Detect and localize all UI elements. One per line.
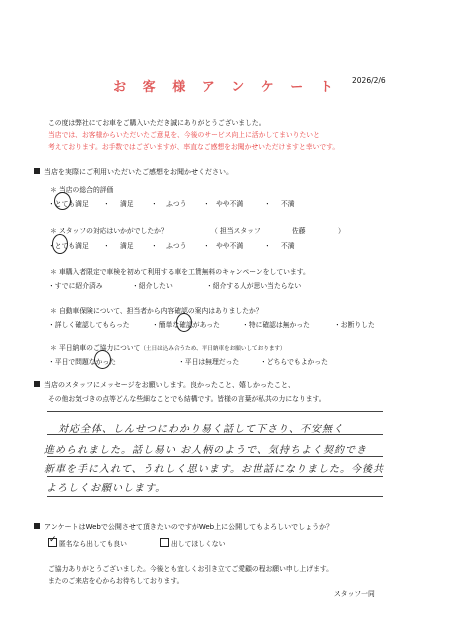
q1-sep: ・ (151, 200, 158, 208)
ruled-line (47, 456, 383, 457)
q2-option-neutral[interactable]: ふつう (166, 242, 187, 250)
q2-label: ＊ スタッフの対応はいかがでしたか？ (50, 227, 168, 235)
q4-label: ＊ 自動車保険について、担当者から内容確認の案内はありましたか？ (50, 307, 263, 315)
survey-date: 2026/2/6 (352, 76, 386, 85)
q2-sep: ・ (264, 242, 271, 250)
ruled-line (47, 411, 383, 412)
q2-option-very-satisfied[interactable]: ・とても満足 (48, 242, 89, 250)
q2-sep: ・ (203, 242, 210, 250)
intro-line-2: 当店では、お客様からいただいたご意見を、今後のサービス向上に活かしてまいりたいと (48, 131, 320, 139)
staff-name: 佐藤 (292, 227, 306, 235)
q5-note: （土日は込み合うため、平日納車をお願いしております） (140, 346, 286, 352)
q4-option-simple[interactable]: ・簡単な確認があった (152, 321, 220, 329)
q2-option-satisfied[interactable]: 満足 (120, 242, 134, 250)
closing-line-1: ご協力ありがとうございました。今後とも宜しくお引き立てご愛顧の程お願い申し上げます。 (48, 565, 333, 573)
q1-sep: ・ (264, 200, 271, 208)
ruled-line (47, 496, 383, 497)
q1-label: ＊ 当店の総合的評価 (50, 186, 114, 194)
page-title: お 客 様 ア ン ケ ー ト (113, 80, 339, 95)
checkbox-anonymous[interactable] (48, 535, 57, 547)
bullet-square-icon (34, 168, 40, 174)
q1-option-dissatisfied[interactable]: 不満 (281, 200, 295, 208)
q4-option-declined[interactable]: ・お断りした (334, 321, 375, 329)
section-1-heading: 当店を実際にご利用いただいたご感想をお聞かせください。 (34, 167, 233, 177)
signature: スタッフ一同 (334, 590, 375, 598)
q3-option-referred[interactable]: ・すでに紹介済み (48, 282, 103, 290)
q5-option-weekday-ok[interactable]: ・平日で問題なかった (48, 358, 116, 366)
intro-line-3: 考えております。お手数ではございますが、率直なご感想をお聞かせいただけますと幸いです。 (48, 143, 340, 151)
handwritten-message-line-4: よろしくお願いします。 (46, 483, 167, 494)
q3-option-no-one[interactable]: ・紹介する人が思い当たらない (206, 282, 302, 290)
section-2-subtext: その他お気づきの点等どんな些細なことでも結構です。皆様の言葉が私共の力になります。 (48, 395, 326, 403)
publish-anonymous-option[interactable]: ✓ 匿名なら出しても良い (49, 535, 127, 548)
q1-option-neutral[interactable]: ふつう (166, 200, 187, 208)
q4-option-detailed[interactable]: ・詳しく確認してもらった (48, 321, 130, 329)
handwritten-message-line-3: 新車を手に入れて、うれしく思います。お世話になりました。今後共 (44, 464, 384, 475)
q2-answer-circle (52, 234, 68, 254)
ruled-line (47, 476, 383, 477)
bullet-square-icon (34, 381, 40, 387)
closing-line-2: またのご来店を心からお待ちしております。 (48, 577, 184, 585)
intro-line-1: この度は弊社にてお車をご購入いただき誠にありがとうございました。 (48, 119, 266, 127)
q5-answer-circle (94, 350, 111, 369)
staff-close: ） (338, 227, 345, 235)
staff-label: （ 担当スタッフ (211, 227, 261, 235)
q5-label: ＊ 平日納車のご協力について（土日は込み合うため、平日納車をお願いしております） (50, 344, 286, 352)
handwritten-message-line-1: 対応全体、しんせつにわかり易く話して下さり、不安無く (58, 424, 344, 435)
q5-option-either[interactable]: ・どちらでもよかった (260, 358, 328, 366)
checkbox-decline[interactable] (160, 538, 169, 547)
handwritten-message-line-2: 進められました。話し易い お人柄のようで、気持ちよく契約でき (44, 445, 367, 456)
q2-sep: ・ (103, 242, 110, 250)
section-3-heading: アンケートはWebで公開させて頂きたいのですがWeb上に公開してもよろしいでしょうか？ (34, 522, 333, 532)
q2-option-slightly-dissatisfied[interactable]: やや不満 (216, 242, 244, 250)
q2-sep: ・ (151, 242, 158, 250)
q4-option-none[interactable]: ・特に確認は無かった (242, 321, 310, 329)
bullet-square-icon (34, 523, 40, 529)
q1-option-slightly-dissatisfied[interactable]: やや不満 (216, 200, 244, 208)
q5-option-weekday-no[interactable]: ・平日は無理だった (178, 358, 240, 366)
publish-decline-option[interactable]: 出してほしくない (160, 538, 225, 548)
q1-option-satisfied[interactable]: 満足 (120, 200, 134, 208)
section-2-heading: 当店のスタッフにメッセージをお願いします。良かったこと、嬉しかったこと、 (34, 380, 295, 390)
q1-sep: ・ (103, 200, 110, 208)
q1-answer-circle (54, 192, 71, 210)
q1-sep: ・ (203, 200, 210, 208)
q3-label: ＊ 車購入者限定で車検を初めて利用する車を工賃無料のキャンペーンをしています。 (50, 268, 310, 276)
q1-option-very-satisfied[interactable]: ・とても満足 (48, 200, 89, 208)
q3-option-want-refer[interactable]: ・紹介したい (132, 282, 173, 290)
check-icon: ✓ (49, 535, 57, 545)
q4-answer-circle (176, 313, 192, 332)
q2-option-dissatisfied[interactable]: 不満 (281, 242, 295, 250)
